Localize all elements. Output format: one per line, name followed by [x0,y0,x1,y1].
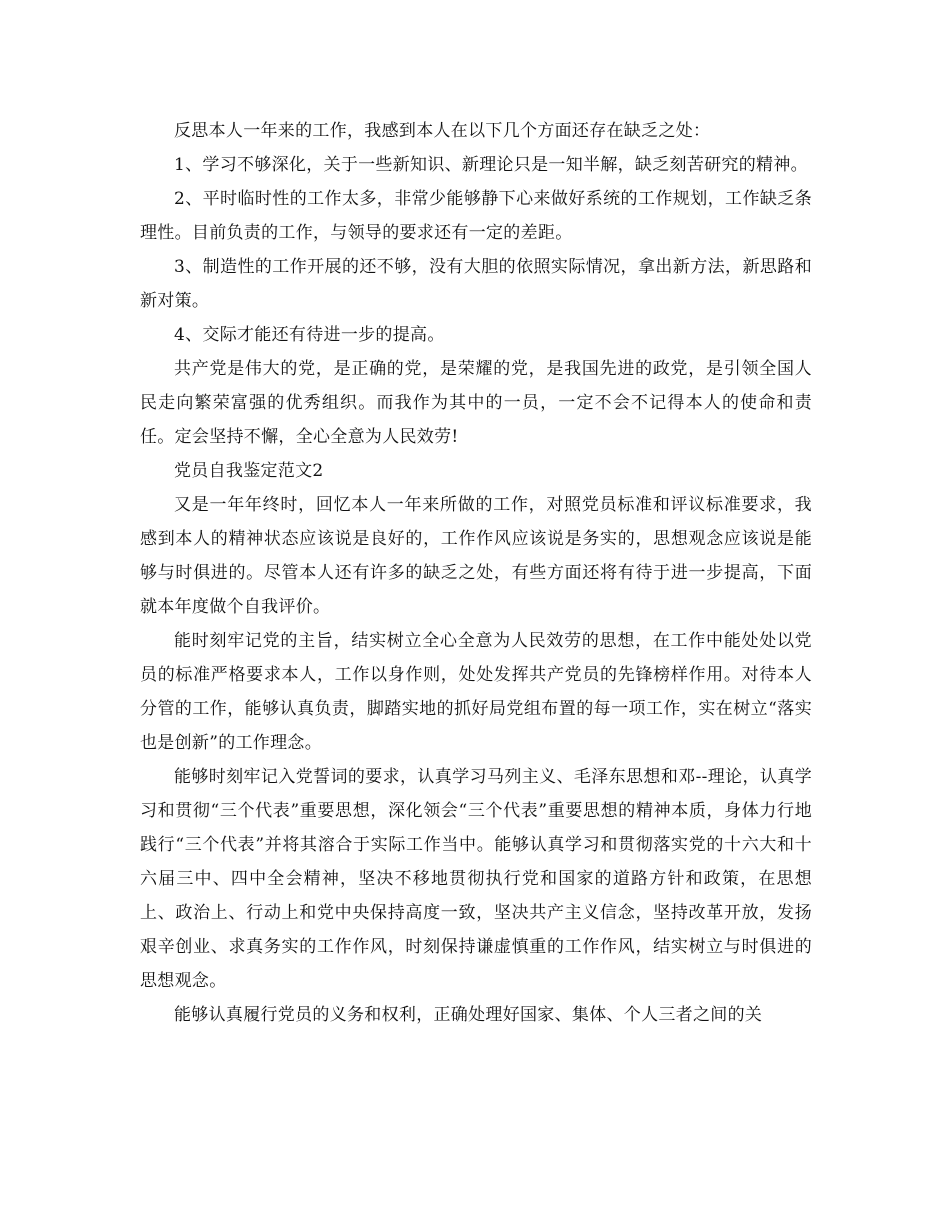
paragraph-duties: 能够认真履行党员的义务和权利，正确处理好国家、集体、个人三者之间的关 [174,1005,763,1025]
paragraph-item-4: 4、交际才能还有待进一步的提高。 [174,325,445,345]
paragraph-intro: 反思本人一年来的工作，我感到本人在以下几个方面还存在缺乏之处： [174,121,711,141]
paragraph-purpose: 能时刻牢记党的主旨，结实树立全心全意为人民效劳的思想，在工作中能处处以党员的标准严格要求本人，工作以身作则，处处发挥共产党员的先锋榜样作用。对待本人分管的工作，能够认真负责，脚踏实地的抓好局党组布置的每一项工作，实在树立“落实也是创新”的工作理念。 [140,631,812,753]
paragraph-year-end: 又是一年年终时，回忆本人一年来所做的工作，对照党员标准和评议标准要求，我感到本人的精神状态应该说是良好的，工作作风应该说是务实的，思想观念应该说是能够与时俱进的。尽管本人还有许多的缺乏之处，有些方面还将有待于进一步提高，下面就本年度做个自我评价。 [140,495,812,617]
paragraph-item-2: 2、平时临时性的工作太多，非常少能够静下心来做好系统的工作规划，工作缺乏条理性。目前负责的工作，与领导的要求还有一定的差距。 [140,189,812,243]
document-page [140,114,812,1032]
paragraph-oath: 能够时刻牢记入党誓词的要求，认真学习马列主义、毛泽东思想和邓--理论，认真学习和贯彻“三个代表”重要思想，深化领会“三个代表”重要思想的精神本质，身体力行地践行“三个代表”并将其溶合于实际工作当中。能够认真学习和贯彻落实党的十六大和十六届三中、四中全会精神，坚决不移地贯彻执行党和国家的道路方针和政策，在思想上、政治上、行动上和党中央保持高度一致，坚决共产主义信念，坚持改革开放，发扬艰辛创业、求真务实的工作作风，时刻保持谦虚慎重的工作作风，结实树立与时俱进的思想观念。 [140,767,812,991]
paragraph-item-3: 3、制造性的工作开展的还不够，没有大胆的依照实际情况，拿出新方法，新思路和新对策。 [140,257,812,311]
paragraph-party-statement: 共产党是伟大的党，是正确的党，是荣耀的党，是我国先进的政党，是引领全国人民走向繁荣富强的优秀组织。而我作为其中的一员，一定不会不记得本人的使命和责任。定会坚持不懈，全心全意为人民效劳! [140,359,812,447]
paragraph-item-1: 1、学习不够深化，关于一些新知识、新理论只是一知半解，缺乏刻苦研究的精神。 [174,155,808,175]
section-heading: 党员自我鉴定范文2 [174,461,324,481]
